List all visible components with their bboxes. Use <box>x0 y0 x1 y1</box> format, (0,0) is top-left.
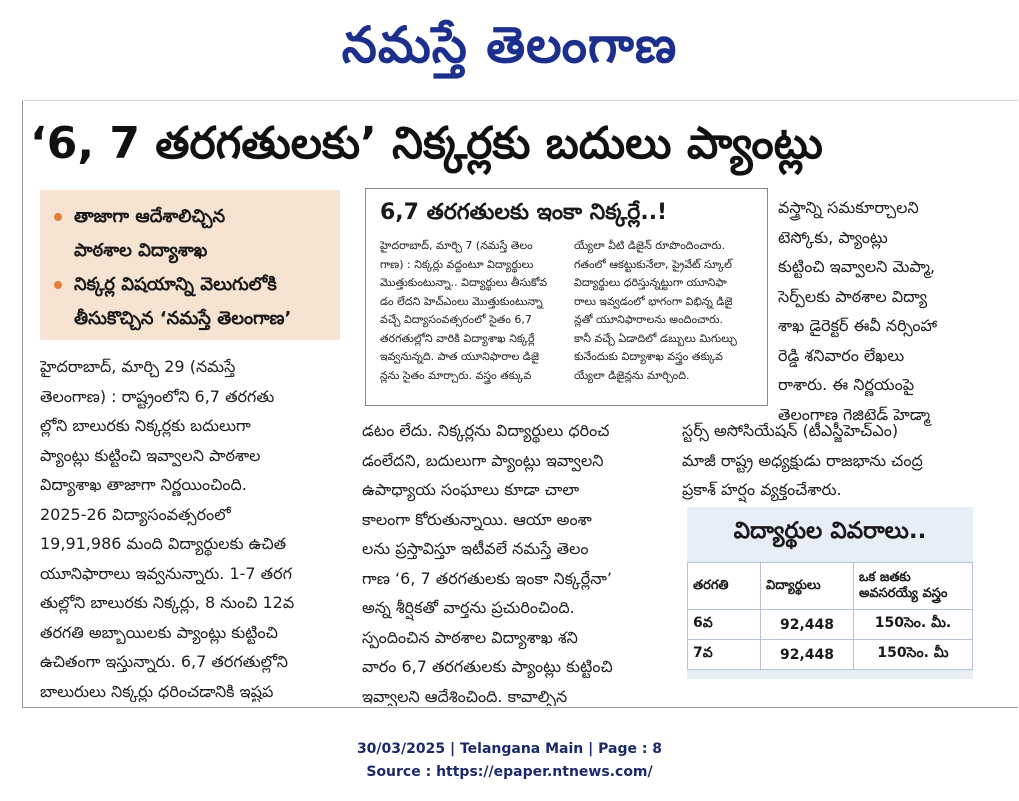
bullet-icon <box>54 213 62 221</box>
table-header-row <box>688 563 973 610</box>
cell-students: 92,448 <box>761 640 854 670</box>
article-column-3-continued: స్టర్స్ అసోసియేషన్ (టీఎస్జీహెచ్ఎం) మాజీ రాష్ట్ర అధ్యక్షుడు రాజభాను చంద్ర ప్రకాశ్ హర్షం వ్యక్తంచేశారు. <box>682 421 923 499</box>
article-column-2: డటం లేదు. నిక్కర్లను విద్యార్థులు ధరించ డంలేదని, బదులుగా ప్యాంట్లు ఇవ్వాలని ఉపాధ్యాయ సంఘాలు కూడా చాలా కాలంగా కోరుతున్నాయి. ఆయా అంశా లను ప్రస్తావిస్తూ ఇటీవలే నమస్తే తెలం గాణ ‘6, 7 తరగతులకు ఇంకా నిక్కర్లేనా’ అన్న శీర్షికతో వార్తను ప్రచురించింది. స్పందించిన పాఠశాల విద్యాశాఖ శని వారం 6,7 తరగతులకు ప్యాంట్లు కుట్టించి ఇవ్వాలని ఆదేశించింది. కావాల్సిన <box>362 421 613 706</box>
student-details-box <box>687 507 973 679</box>
student-details-table <box>687 562 973 670</box>
related-story-box <box>365 188 768 406</box>
cell-class: 6వ <box>688 610 761 640</box>
cell-students: 92,448 <box>761 610 854 640</box>
table-row <box>688 640 973 670</box>
bullet-icon <box>54 281 62 289</box>
column-header-students: విద్యార్థులు <box>761 563 854 610</box>
cell-cloth: 150సెం. మీ <box>854 640 973 670</box>
highlight-text: నిక్కర్ల విషయాన్ని వెలుగులోకి తీసుకొచ్చిన ‘నమస్తే తెలంగాణ’ <box>74 274 292 329</box>
cell-class: 7వ <box>688 640 761 670</box>
article-column-1: హైదరాబాద్, మార్చి 29 (నమస్తే తెలంగాణ) : రాష్ట్రంలోని 6,7 తరగతు ల్లోని బాలురకు నిక్కర్లకు బదులుగా ప్యాంట్లు కుట్టించి ఇవ్వాలని పాఠశాల విద్యాశాఖ తాజాగా నిర్ణయించింది. 2025-26 విద్యాసంవత్సరంలో 19,91,986 మంది విద్యార్థులకు ఉచిత యూనిఫారాలు ఇవ్వనున్నారు. 1-7 తరగ తుల్లోని బాలురకు నిక్కర్లు, 8 నుంచి 12వ తరగతి అబ్బాయిలకు ప్యాంట్లు కుట్టించి ఉచితంగా ఇస్తున్నారు. 6,7 తరగతుల్లోని బాలురులు నిక్కర్లు ధరించడానికి ఇష్టప <box>40 357 295 701</box>
related-story-text-right: య్యేలా వీటి డిజైన్ రూపొందించారు. గతంలో ఆకట్టుకునేలా, ప్రైవేట్ స్కూల్ విద్యార్థులు ధరిస్తున్నట్టుగా యూనిఫా రాలు ఇవ్వడంలో భాగంగా విభిన్న డిజై న్లతో యూనిఫారాలను అందించారు. కానీ వచ్చే ఏడాదిలో డబ్బులు మిగుల్చు కునేందుకు విద్యాశాఖ వస్త్రం తక్కువ య్యేలా డిజైన్లను మార్చింది. <box>574 239 737 382</box>
highlights-box <box>40 190 340 340</box>
highlight-item <box>52 200 330 268</box>
column-header-class: తరగతి <box>688 563 761 610</box>
table-title: విద్యార్థుల వివరాలు.. <box>733 518 927 544</box>
related-story-title: 6,7 తరగతులకు ఇంకా నిక్కర్లే..! <box>380 200 668 225</box>
related-story-text-left: హైదరాబాద్, మార్చి 7 (నమస్తే తెలం గాణ) : నిక్కర్లు వద్దంటూ విద్యార్థులు మొత్తుకుంటున్నా.. విద్యార్థులు తీసుకోవ డం లేదని హెచ్ఎంలు మొత్తుకుంటున్నా వచ్చే విద్యాసంవత్సరంలో సైతం 6,7 తరగతుల్లోని వారికి విద్యాశాఖ నిక్కర్లే ఇవ్వనున్నది. పాత యూనిఫారాల డిజై న్లను సైతం మార్చారు. వస్త్రం తక్కువ <box>380 239 548 382</box>
newspaper-masthead: నమస్తే తెలంగాణ <box>341 15 678 74</box>
highlight-item <box>52 268 330 336</box>
column-header-cloth: ఒక జతకు అవసరయ్యే వస్త్రం <box>854 563 973 610</box>
cell-cloth: 150సెం. మీ. <box>854 610 973 640</box>
highlight-text: తాజాగా ఆదేశాలిచ్చిన పాఠశాల విద్యాశాఖ <box>74 206 226 261</box>
footer-date-page: 30/03/2025 | Telangana Main | Page : 8 <box>356 741 663 757</box>
article-column-3: వస్త్రాన్ని సమకూర్చాలని టెస్కోకు, ప్యాంట్లు కుట్టించి ఇవ్వాలని మెప్మా, సెర్ప్‌లకు పాఠశాల విద్యా శాఖ డైరెక్టర్ ఈవీ నర్సింహా రెడ్డి శనివారం లేఖలు రాశారు. ఈ నిర్ణయంపై తెలంగాణ గెజిటెడ్ హెడ్మా <box>778 198 938 424</box>
table-row <box>688 610 973 640</box>
article-headline: ‘6, 7 తరగతులకు’ నిక్కర్లకు బదులు ప్యాంట్లు <box>30 118 823 169</box>
footer-source: Source : https://epaper.ntnews.com/ <box>366 764 653 780</box>
